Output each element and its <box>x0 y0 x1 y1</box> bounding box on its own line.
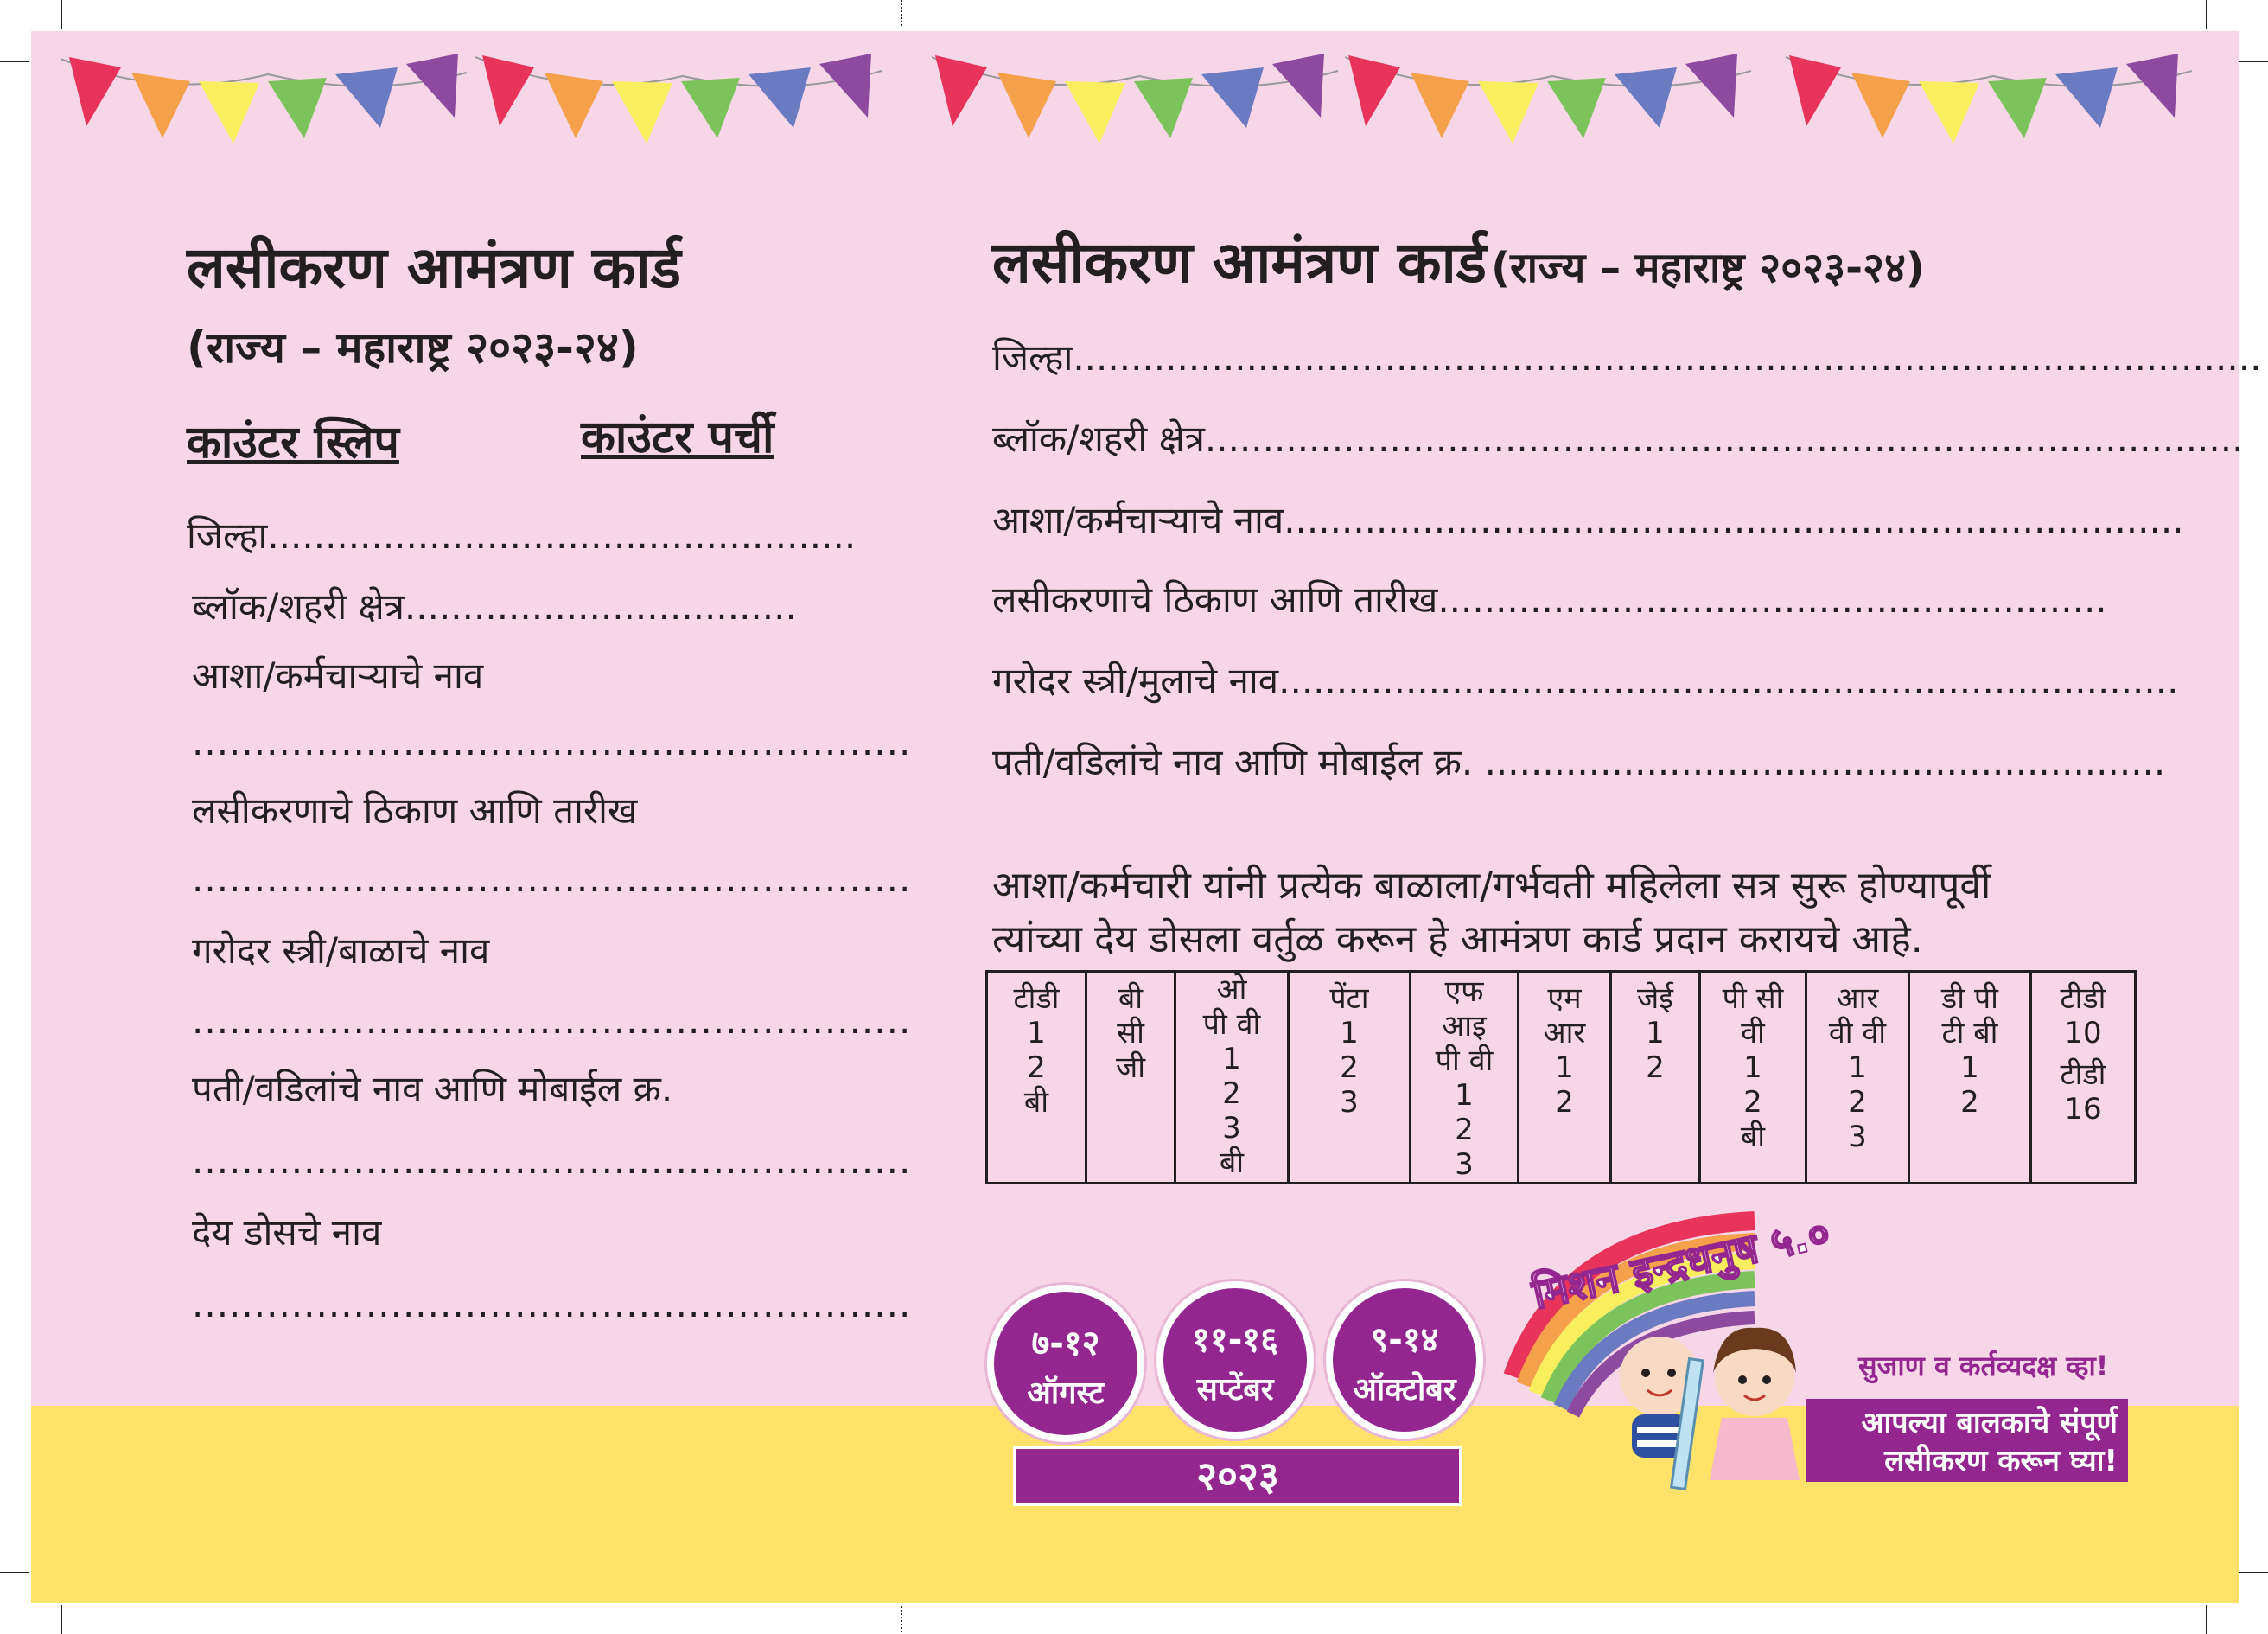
slogan-top: सुजाण व कर्तव्यदक्ष व्हा! <box>1858 1350 2109 1382</box>
fold-mark <box>901 1606 902 1632</box>
crop-mark <box>2206 1605 2207 1634</box>
crop-mark <box>0 1572 29 1573</box>
right-asha-field: आशा/कर्मचाऱ्याचे नाव.............................................................................. <box>992 499 2184 541</box>
round-2-badge: ११-१६ सप्टेंबर <box>1156 1281 1314 1439</box>
left-card-subtitle: (राज्य – महाराष्ट्र २०२३-२४) <box>187 322 639 373</box>
right-card-subtitle: (राज्य – महाराष्ट्र २०२३-२४) <box>1491 244 1925 292</box>
left-asha-dots: .......................................................... <box>192 721 912 763</box>
dose-cell: एम आर 1 2 <box>1519 972 1611 1184</box>
dose-cell: बी सी जी <box>1086 972 1175 1184</box>
slogan-line-2: लसीकरण करून घ्या! <box>1884 1444 2118 1478</box>
dose-cell: टीडी 10 टीडी 16 <box>2031 972 2136 1184</box>
right-place-date-field: लसीकरणाचे ठिकाण आणि तारीख.......................................................... <box>992 578 2107 621</box>
crop-mark <box>2239 61 2268 62</box>
left-pregnant-label: गरोदर स्त्री/बाळाचे नाव <box>192 929 490 972</box>
bunting-flags-decoration <box>61 48 890 187</box>
dose-cell: आर वी वी 1 2 3 <box>1806 972 1909 1184</box>
left-place-date-label: लसीकरणाचे ठिकाण आणि तारीख <box>192 789 638 832</box>
dose-cell: जेई 1 2 <box>1611 972 1700 1184</box>
crop-mark <box>2206 0 2207 29</box>
round-3-badge: ९-१४ ऑक्टोबर <box>1326 1281 1483 1439</box>
bunting-flags-decoration <box>932 48 2194 187</box>
crop-mark <box>2239 1572 2268 1573</box>
left-due-dose-dots: .......................................................... <box>192 1283 912 1325</box>
dose-cell: ओ पी वी 1 2 3 बी <box>1175 972 1289 1184</box>
left-district-field: जिल्हा................................................... <box>187 514 857 557</box>
right-card-heading <box>992 221 1925 299</box>
left-pregnant-dots: .......................................................... <box>192 999 912 1042</box>
instruction-line-1: आशा/कर्मचारी यांनी प्रत्येक बाळाला/गर्भवती महिलेला सत्र सुरू होण्यापूर्वी <box>992 864 1991 908</box>
right-card-title: लसीकरण आमंत्रण कार्ड <box>992 229 1487 296</box>
year-bar: २०२३ <box>1013 1446 1462 1506</box>
left-asha-label: आशा/कर्मचाऱ्याचे नाव <box>192 654 484 697</box>
left-father-dots: .......................................................... <box>192 1139 912 1182</box>
mission-logo-text: मिशन इन्द्रधनुष ५.० <box>1528 1209 1835 1319</box>
dose-cell: पी सी वी 1 2 बी <box>1700 972 1806 1184</box>
dose-row <box>987 972 2136 1184</box>
left-father-label: पती/वडिलांचे नाव आणि मोबाईल क्र. <box>192 1068 673 1110</box>
dose-table <box>985 970 2137 1184</box>
left-place-date-dots: .......................................................... <box>192 858 912 900</box>
right-father-field: पती/वडिलांचे नाव आणि मोबाईल क्र. ........................................................... <box>992 741 2166 783</box>
dose-cell: टीडी 1 2 बी <box>987 972 1086 1184</box>
left-due-dose-label: देय डोसचे नाव <box>192 1211 382 1254</box>
crop-mark <box>61 1605 62 1634</box>
right-district-field: जिल्हा....................................................................................................... <box>992 336 2262 379</box>
fold-mark <box>901 0 902 26</box>
counter-slip-heading: काउंटर स्लिप <box>187 417 399 469</box>
round-1-badge: ७-१२ ऑगस्ट <box>987 1285 1144 1442</box>
crop-mark <box>61 0 62 29</box>
left-card-title: लसीकरण आमंत्रण कार्ड <box>187 234 681 301</box>
slogan-line-1: आपल्या बालकाचे संपूर्ण <box>1861 1406 2118 1440</box>
dose-cell: डी पी टी बी 1 2 <box>1909 972 2031 1184</box>
left-block-field: ब्लॉक/शहरी क्षेत्र.................................. <box>192 585 797 628</box>
right-pregnant-field: गरोदर स्त्री/मुलाचे नाव.............................................................................. <box>992 660 2179 702</box>
right-block-field: ब्लॉक/शहरी क्षेत्र.......................................................................................... <box>992 418 2244 460</box>
instruction-line-2: त्यांच्या देय डोसला वर्तुळ करून हे आमंत्रण कार्ड प्रदान करायचे आहे. <box>992 917 1923 961</box>
dose-cell: एफ आइ पी वी 1 2 3 <box>1411 972 1519 1184</box>
dose-cell: पेंटा 1 2 3 <box>1289 972 1411 1184</box>
crop-mark <box>0 61 29 62</box>
counter-parchi-heading: काउंटर पर्ची <box>581 412 774 463</box>
slogan-box <box>1806 1399 2128 1482</box>
